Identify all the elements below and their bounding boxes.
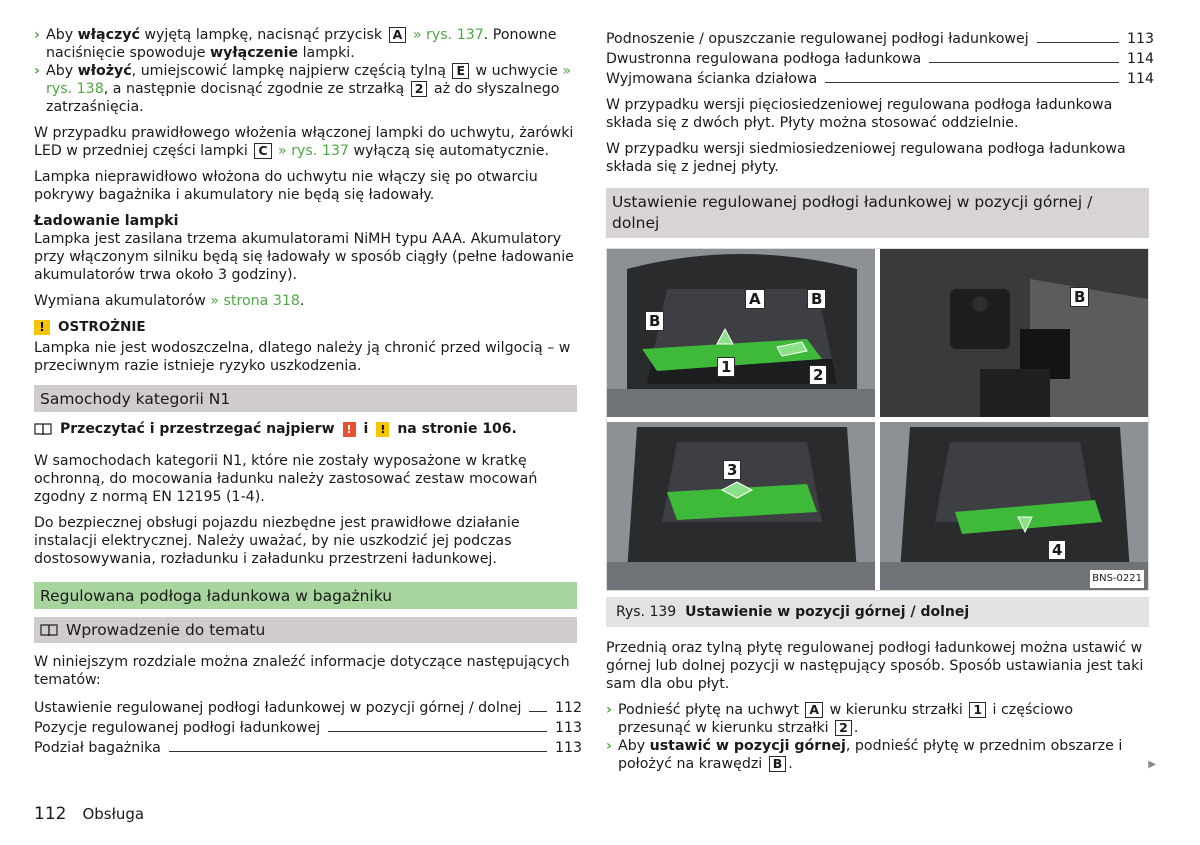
toc-item[interactable]: Dwustronna regulowana podłoga ładunkowa 114 [606, 51, 1155, 67]
continue-arrow-icon: ▶ [1148, 759, 1156, 770]
label-box: A [805, 702, 823, 718]
paragraph-five-seat: W przypadku wersji pięciosiedzeniowej regulowana podłoga ładunkowa składa się z dwóch płyt. Płyty można stosować oddzielnie. [606, 97, 1113, 131]
paragraph-led: W przypadku prawidłowego włożenia włączonej lampki do uchwytu, żarówki LED w przedniej części lampki C » rys. 137 wyłączą się automatycznie. [34, 125, 574, 159]
toc-item[interactable]: Podnoszenie / opuszczanie regulowanej podłogi ładunkowej 113 [606, 31, 1155, 47]
toc-item[interactable]: Podział bagażnika 113 [34, 740, 583, 756]
trunk-illustration [607, 249, 875, 417]
footer-section: Obsługa [82, 805, 145, 823]
figure-panel-bottom-left [607, 422, 875, 590]
subheading-charging: Ładowanie lampki [34, 213, 179, 229]
callout-label: B [1070, 287, 1089, 307]
paragraph-improper: Lampka nieprawidłowo włożona do uchwytu nie włączy się po otwarciu pokrywy bagażnika i akumulatory nie będą się ładowały. [34, 169, 538, 203]
figure-caption: Rys. 139 Ustawienie w pozycji górnej / dolnej [606, 597, 1149, 627]
figure-139 [606, 248, 1149, 591]
instruction-lift: › Podnieść płytę na uchwyt A w kierunku strzałki 1 i częściowo przesunąć w kierunku strzałki 2 . [606, 702, 1074, 736]
left-column [34, 26, 583, 757]
label-box: 1 [969, 702, 986, 718]
callout-label: 1 [717, 357, 735, 377]
figure-panel-top-left [607, 249, 875, 417]
page-number: 112 [34, 804, 67, 824]
callout-label: 2 [809, 365, 827, 385]
caution-header: ! OSTROŻNIE [34, 318, 577, 336]
chevron-right-icon: › [34, 63, 40, 79]
chevron-right-icon: › [606, 702, 612, 718]
warning-icon: ! [343, 422, 356, 437]
figure-link[interactable]: » rys. 137 [278, 143, 349, 159]
label-box: 2 [835, 720, 852, 736]
callout-label: B [645, 311, 664, 331]
figure-panel-top-right [880, 249, 1148, 417]
instruction-turn-on: › Aby włączyć wyjętą lampkę, nacisnąć przycisk A » rys. 137. Ponowne naciśnięcie spowoduje wyłączenie lampki. [34, 27, 557, 61]
paragraph-charging: Lampka jest zasilana trzema akumulatorami NiMH typu AAA. Akumulatory przy włączonym silniku będą się ładowały w sposób ciągły (pełne ładowanie akumulatorów trwa około 3 godziny). [34, 231, 574, 283]
label-box: B [769, 756, 787, 772]
toc-item[interactable]: Ustawienie regulowanej podłogi ładunkowej w pozycji górnej / dolnej 112 [34, 700, 583, 716]
callout-label: 3 [723, 460, 741, 480]
instruction-upper: › Aby ustawić w pozycji górnej, podnieść płytę w przednim obszarze i położyć na krawędzi B . [606, 738, 1123, 772]
figure-link[interactable]: » rys. 138 [46, 63, 572, 97]
right-column [606, 28, 1155, 781]
paragraph-intro: W niniejszym rozdziale można znaleźć informacje dotyczące następujących tematów: [34, 654, 570, 688]
section-heading-intro: Wprowadzenie do tematu [34, 617, 577, 643]
callout-label: 4 [1048, 540, 1066, 560]
holder-detail-illustration [880, 249, 1148, 417]
toc-list-continued [606, 28, 1155, 88]
label-box: C [254, 143, 271, 159]
trunk-illustration [880, 422, 1148, 590]
figure-panel-bottom-right [880, 422, 1148, 590]
toc-item[interactable]: Pozycje regulowanej podłogi ładunkowej 113 [34, 720, 583, 736]
callout-label: B [807, 289, 826, 309]
label-box: 2 [411, 81, 428, 97]
section-heading-position: Ustawienie regulowanej podłogi ładunkowej w pozycji górnej / dolnej [606, 188, 1149, 238]
toc-item[interactable]: Wyjmowana ścianka działowa 114 [606, 71, 1155, 87]
chevron-right-icon: › [606, 738, 612, 754]
paragraph-n1-2: Do bezpiecznej obsługi pojazdu niezbędne jest prawidłowe działanie instalacji elektrycznej. Należy uważać, by nie uszkodzić jej podczas dostosowywania, rozładunku i załadunku przestrzeni ładunkowej. [34, 515, 520, 567]
trunk-illustration [607, 422, 875, 590]
book-icon [34, 422, 52, 436]
paragraph-positions: Przednią oraz tylną płytę regulowanej podłogi ładunkowej można ustawić w górnej lub dolnej pozycji w następujący sposób. Sposób ustawiania jest taki sam dla obu płyt. [606, 640, 1144, 692]
caution-icon: ! [34, 320, 50, 335]
instruction-insert: › Aby włożyć, umiejscowić lampkę najpierw częścią tylną E w uchwycie » rys. 138, a następnie docisnąć zgodnie ze strzałką 2 aż do słyszalnego zatrzaśnięcia. [34, 63, 572, 115]
section-heading-floor: Regulowana podłoga ładunkowa w bagażniku [34, 582, 577, 609]
toc-list [34, 697, 583, 757]
label-box: E [452, 63, 469, 79]
section-heading-n1: Samochody kategorii N1 [34, 385, 577, 412]
page-link[interactable]: » strona 318 [210, 293, 300, 309]
page-footer [34, 805, 144, 823]
chevron-right-icon: › [34, 27, 40, 43]
caution-text: Lampka nie jest wodoszczelna, dlatego należy ją chronić przed wilgocią – w przeciwnym razie istnieje ryzyko uszkodzenia. [34, 340, 571, 374]
figure-link[interactable]: » rys. 137 [412, 27, 484, 43]
callout-label: A [745, 289, 765, 309]
book-icon [40, 623, 58, 637]
caution-icon: ! [376, 422, 389, 437]
label-box: A [389, 27, 407, 43]
paragraph-n1-1: W samochodach kategorii N1, które nie zostały wyposażone w kratkę ochronną, do mocowania ładunku należy zastosować zestaw mocowań zgodny z normą EN 12195 (1-4). [34, 453, 538, 505]
paragraph-replace: Wymiana akumulatorów » strona 318. [34, 293, 305, 309]
figure-code: BNS-0221 [1090, 570, 1144, 588]
read-first-note: Przeczytać i przestrzegać najpierw ! i ! na stronie 106. [34, 420, 577, 438]
paragraph-seven-seat: W przypadku wersji siedmiosiedzeniowej regulowana podłoga ładunkowa składa się z jednej płyty. [606, 141, 1126, 175]
